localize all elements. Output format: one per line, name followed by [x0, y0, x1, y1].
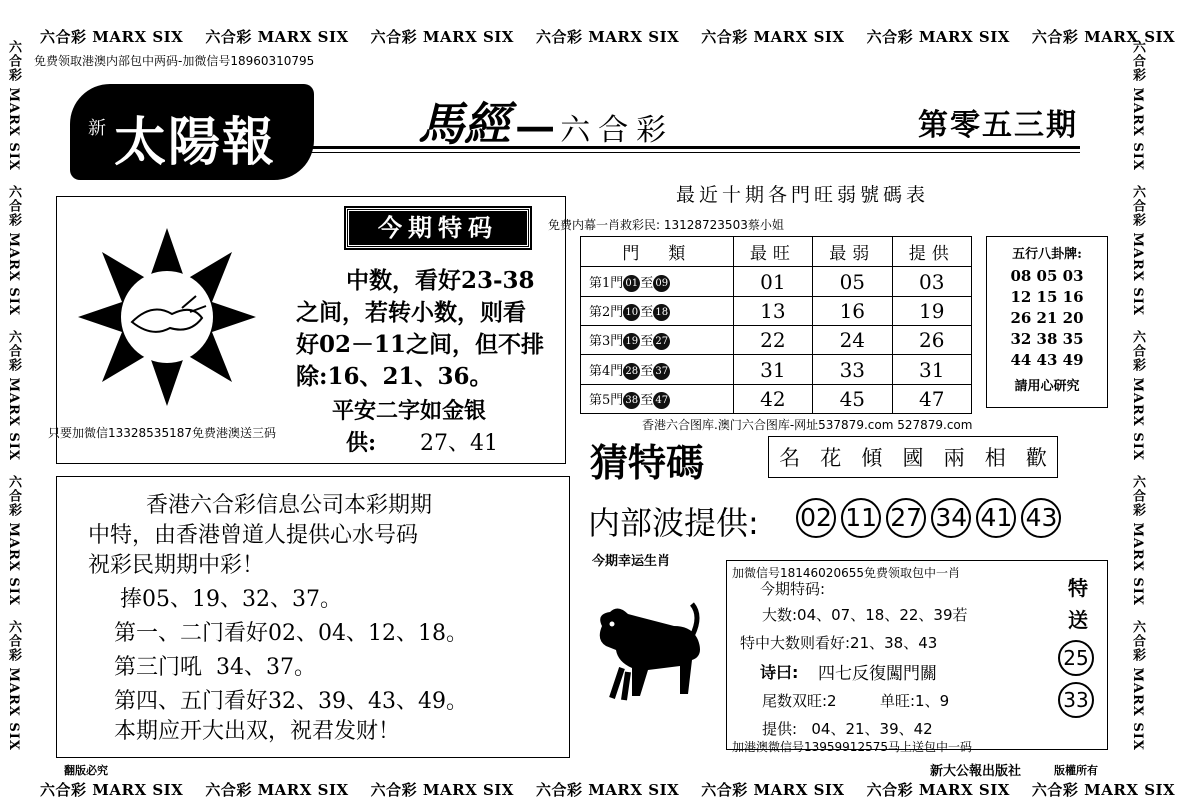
door-table — [580, 236, 972, 414]
footer-copyright: 翻版必究 — [64, 764, 108, 777]
table-contact: 免费内幕一肖救彩民: 13128723503蔡小姐 — [548, 218, 784, 232]
issue-number: 第零五三期 — [918, 108, 1078, 143]
door-cell: 第3門 19 至 27 — [581, 326, 734, 355]
phrase-char: 名 — [779, 446, 801, 470]
wave-numbers — [796, 498, 1061, 538]
border-label: 六合彩 MARX SIX — [1130, 329, 1145, 461]
special-line-1: 中数，看好23-38 — [346, 267, 535, 294]
border-label: 六合彩 MARX SIX — [6, 619, 21, 751]
top-note: 免费领取港澳内部包中两码-加微信号18960310795 — [34, 54, 315, 68]
cold-cell: 45 — [813, 384, 892, 413]
door-cell: 第5門 38 至 47 — [581, 384, 734, 413]
masthead-title — [418, 88, 674, 154]
special-footnote: 只要加微信13328535187免费港澳送三码 — [48, 426, 276, 440]
lucky-bottom-note: 加港澳微信号13959912575马上送包中一码 — [732, 740, 972, 754]
te-song-2: 送 — [1068, 608, 1088, 632]
lucky-top-note: 加微信号18146020655免费领取包中一肖 — [732, 566, 960, 580]
border-label: 六合彩 MARX SIX — [1130, 40, 1145, 171]
table-row — [581, 355, 972, 384]
masthead-rule-thin — [300, 152, 1080, 153]
door-cell: 第4門 28 至 37 — [581, 355, 734, 384]
border-label: 六合彩 MARX SIX — [6, 474, 21, 606]
lucky-tail-double: 尾数双旺:2 — [762, 692, 837, 710]
provide-values: 27、41 — [420, 431, 498, 456]
border-label: 六合彩 MARX SIX — [205, 28, 349, 46]
cold-cell: 05 — [813, 267, 892, 296]
hot-cell: 31 — [733, 355, 812, 384]
phrase-char: 相 — [984, 446, 1006, 470]
lucky-title: 今期特码: — [760, 580, 826, 598]
border-label: 六合彩 MARX SIX — [535, 28, 680, 46]
phrase-char: 國 — [902, 446, 924, 470]
lucky-special-big: 特中大数则看好:21、38、43 — [740, 634, 938, 652]
lucky-poem: 四七反復闖門關 — [818, 664, 937, 684]
wuxing-row: 32 38 35 — [1010, 330, 1084, 348]
lucky-big: 大数:04、07、18、22、39若 — [762, 606, 968, 624]
masthead-rule — [300, 146, 1080, 149]
phrase-char: 歡 — [1025, 446, 1047, 470]
border-label: 六合彩 MARX SIX — [701, 781, 845, 799]
col-give: 提供 — [892, 237, 971, 267]
wuxing-row: 44 43 49 — [1010, 351, 1084, 369]
gift-number: 25 — [1058, 640, 1094, 676]
table-row — [581, 384, 972, 413]
table-header-row — [581, 237, 972, 267]
lucky-poem-label: 诗曰: — [760, 663, 799, 682]
company-pick-3: 第三门吼 34、37。 — [114, 655, 316, 680]
company-line-1: 香港六合彩信息公司本彩期期 — [146, 493, 433, 518]
wuxing-row: 08 05 03 — [1010, 267, 1084, 285]
phrase-char: 傾 — [861, 446, 883, 470]
company-line-3: 祝彩民期期中彩！ — [88, 553, 265, 578]
sun-emblem — [72, 222, 262, 412]
give-cell: 03 — [892, 267, 971, 296]
border-label: 六合彩 MARX SIX — [40, 781, 184, 799]
special-line-3: 好02－11之间，但不排 — [296, 331, 545, 358]
cold-cell: 33 — [813, 355, 892, 384]
gift-number: 33 — [1058, 682, 1094, 718]
brand-name: 太陽報 — [114, 112, 277, 173]
masthead-logo — [70, 84, 314, 180]
right-border-band — [1128, 40, 1147, 780]
ping-an-line: 平安二字如金银 — [332, 398, 487, 424]
guess-label: 猜特碼 — [590, 441, 705, 485]
guess-phrase-box — [768, 436, 1058, 478]
cold-cell: 24 — [813, 326, 892, 355]
border-label: 六合彩 MARX SIX — [370, 781, 514, 799]
special-line-4: 除:16、21、36。 — [296, 363, 493, 390]
border-label: 六合彩 MARX SIX — [6, 184, 21, 316]
border-label: 六合彩 MARX SIX — [1130, 619, 1145, 751]
border-label: 六合彩 MARX SIX — [40, 28, 184, 46]
border-label: 六合彩 MARX SIX — [701, 28, 845, 46]
border-label: 六合彩 MARX SIX — [866, 28, 1010, 46]
top-border-band — [40, 26, 1176, 47]
company-pick-4: 第四、五门看好32、39、43、49。 — [114, 689, 468, 714]
company-pick-1: 捧05、19、32、37。 — [120, 587, 342, 612]
give-cell: 47 — [892, 384, 971, 413]
door-cell: 第1門 01 至 09 — [581, 267, 734, 296]
company-pick-5: 本期应开大出双，祝君发财！ — [114, 719, 401, 744]
table-title: 最近十期各門旺弱號碼表 — [676, 184, 930, 206]
table-row — [581, 326, 972, 355]
title-sub: 六合彩 — [560, 113, 675, 148]
footer-rights: 版權所有 — [1054, 764, 1098, 777]
wuxing-row: 12 15 16 — [1010, 288, 1084, 306]
border-label: 六合彩 MARX SIX — [370, 28, 514, 46]
footer-publisher: 新大公報出版社 — [930, 764, 1022, 779]
company-pick-2: 第一、二门看好02、04、12、18。 — [114, 621, 468, 646]
hot-cell: 22 — [733, 326, 812, 355]
title-dash: — — [515, 103, 556, 150]
table-row — [581, 296, 972, 325]
table-row — [581, 267, 972, 296]
tiger-icon — [588, 596, 708, 706]
wave-number: 27 — [886, 498, 926, 538]
border-label: 六合彩 MARX SIX — [1130, 474, 1145, 606]
brand-prefix: 新 — [88, 118, 106, 139]
lucky-provide: 提供: 04、21、39、42 — [762, 720, 933, 738]
give-cell: 19 — [892, 296, 971, 325]
special-header — [346, 208, 530, 248]
wuxing-footer: 請用心研究 — [1014, 379, 1080, 394]
give-cell: 26 — [892, 326, 971, 355]
col-door: 門 類 — [581, 237, 734, 267]
bottom-border-band — [40, 779, 1176, 800]
wave-number: 02 — [796, 498, 836, 538]
wuxing-box — [986, 236, 1108, 408]
cold-cell: 16 — [813, 296, 892, 325]
phrase-char: 花 — [820, 446, 842, 470]
wave-number: 11 — [841, 498, 881, 538]
border-label: 六合彩 MARX SIX — [1130, 184, 1145, 316]
lucky-tail-single: 单旺:1、9 — [880, 692, 950, 710]
wave-number: 43 — [1021, 498, 1061, 538]
special-header-text: 今期特码 — [378, 213, 498, 242]
company-line-2: 中特，由香港曾道人提供心水号码 — [88, 523, 419, 548]
title-main: 馬經 — [418, 97, 510, 151]
wuxing-row: 26 21 20 — [1010, 309, 1084, 327]
wuxing-title: 五行八卦牌: — [1012, 247, 1082, 262]
site-note: 香港六合图库.澳门六合图库-网址537879.com 527879.com — [642, 418, 973, 432]
hot-cell: 42 — [733, 384, 812, 413]
te-song-1: 特 — [1068, 576, 1088, 600]
left-border-band — [4, 40, 23, 780]
border-label: 六合彩 MARX SIX — [535, 781, 680, 799]
special-line-2: 之间，若转小数，则看 — [296, 299, 526, 326]
door-cell: 第2門 10 至 18 — [581, 296, 734, 325]
wave-number: 34 — [931, 498, 971, 538]
phrase-char: 兩 — [943, 446, 965, 470]
border-label: 六合彩 MARX SIX — [866, 781, 1010, 799]
col-cold: 最弱 — [813, 237, 892, 267]
border-label: 六合彩 MARX SIX — [1031, 781, 1176, 799]
wave-label: 内部波提供: — [588, 504, 759, 542]
wave-number: 41 — [976, 498, 1016, 538]
hot-cell: 01 — [733, 267, 812, 296]
hot-cell: 13 — [733, 296, 812, 325]
border-label: 六合彩 MARX SIX — [6, 40, 21, 171]
provide-label: 供: — [346, 430, 377, 456]
border-label: 六合彩 MARX SIX — [6, 329, 21, 461]
give-cell: 31 — [892, 355, 971, 384]
lucky-label: 今期幸运生肖 — [592, 554, 671, 569]
border-label: 六合彩 MARX SIX — [205, 781, 349, 799]
border-label: 六合彩 MARX SIX — [1031, 28, 1176, 46]
col-hot: 最旺 — [733, 237, 812, 267]
